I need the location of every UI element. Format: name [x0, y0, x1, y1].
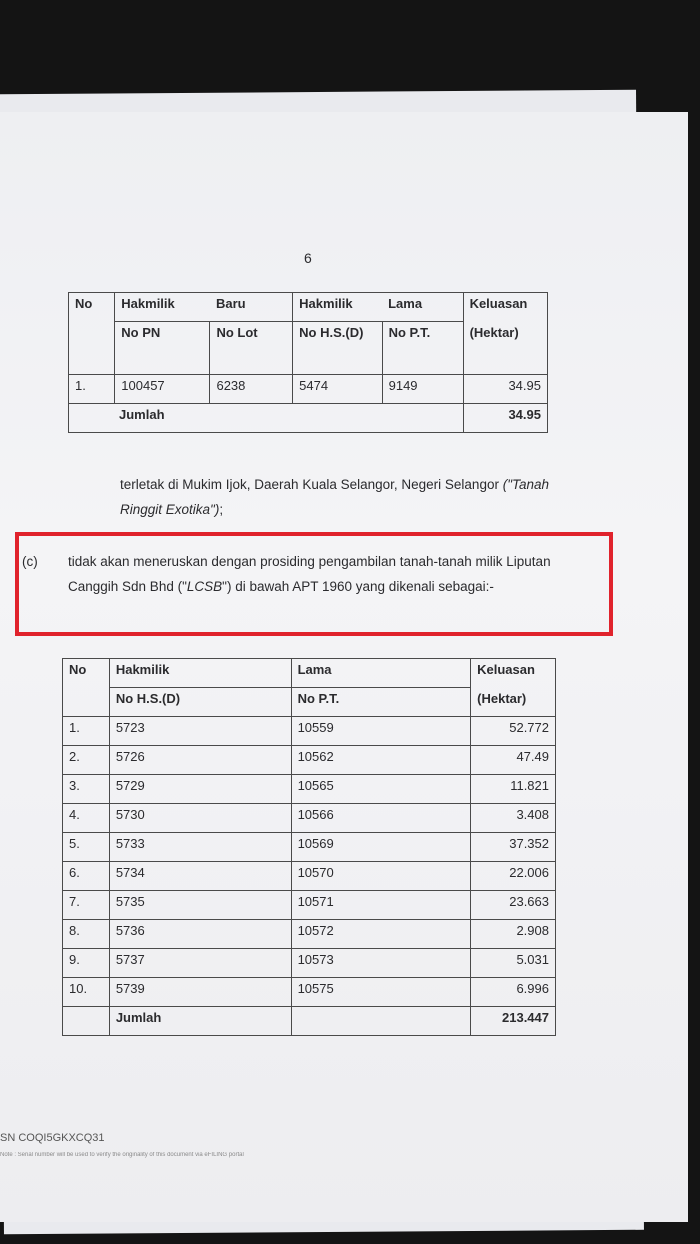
- total-label: Jumlah: [69, 404, 464, 433]
- header-no-lot: No Lot: [210, 322, 293, 375]
- cell-no: 5.: [63, 833, 110, 862]
- header-no-pn: No PN: [115, 322, 210, 375]
- cell-no-hsd: 5739: [109, 978, 291, 1007]
- cell-no-hsd: 5726: [109, 746, 291, 775]
- clause-text-end: ") di bawah APT 1960 yang dikenali sebagai:-: [222, 579, 494, 594]
- header-no-pt: No P.T.: [291, 688, 471, 717]
- document-page: [0, 112, 688, 1222]
- cell-no-pt: 10572: [291, 920, 471, 949]
- location-italic-text: ("Tanah Ringgit Exotika"): [120, 477, 550, 517]
- cell-no-hsd: 5723: [109, 717, 291, 746]
- table-total-row: [63, 1007, 556, 1036]
- cell-no: 1.: [69, 375, 115, 404]
- cell-no-pt: 10571: [291, 891, 471, 920]
- header-keluasan: Keluasan: [463, 293, 547, 322]
- cell-keluasan: 2.908: [471, 920, 556, 949]
- cell-keluasan: 22.006: [471, 862, 556, 891]
- page-number: 6: [304, 250, 312, 266]
- cell-no-hsd: 5729: [109, 775, 291, 804]
- cell-no-pt: 10569: [291, 833, 471, 862]
- land-title-table-1: [68, 292, 548, 433]
- header-keluasan: Keluasan: [471, 659, 556, 688]
- header-no: No: [69, 293, 115, 322]
- cell-no-hsd: 5734: [109, 862, 291, 891]
- header-hektar: (Hektar): [471, 688, 556, 717]
- cell-no-pt: 10562: [291, 746, 471, 775]
- table-row: [63, 717, 556, 746]
- header-no-pt: No P.T.: [382, 322, 463, 375]
- cell-no-pt: 10565: [291, 775, 471, 804]
- highlight-box: [15, 532, 613, 636]
- clause-text-start: tidak akan meneruskan dengan prosiding pengambilan tanah-tanah milik Liputan Canggih Sdn Bhd (": [68, 554, 551, 594]
- cell-no: 10.: [63, 978, 110, 1007]
- table-row: [63, 949, 556, 978]
- land-title-table-2: [62, 658, 556, 1036]
- serial-number: SN COQI5GKXCQ31: [0, 1132, 105, 1144]
- cell-no: 7.: [63, 891, 110, 920]
- cell-no-pt: 10573: [291, 949, 471, 978]
- table-row: [63, 862, 556, 891]
- cell-no: 3.: [63, 775, 110, 804]
- table-subheader-row: [63, 688, 556, 717]
- location-text: terletak di Mukim Ijok, Daerah Kuala Selangor, Negeri Selangor: [120, 477, 503, 492]
- header-hakmilik-lama: Hakmilik: [293, 293, 382, 322]
- cell-no-hsd: 5730: [109, 804, 291, 833]
- table-header-row: [63, 659, 556, 688]
- table-total-row: [69, 404, 548, 433]
- total-label: Jumlah: [109, 1007, 291, 1036]
- cell-keluasan: 23.663: [471, 891, 556, 920]
- header-no-hsd: No H.S.(D): [109, 688, 291, 717]
- cell-no-hsd: 5736: [109, 920, 291, 949]
- cell-keluasan: 34.95: [463, 375, 547, 404]
- cell-keluasan: 6.996: [471, 978, 556, 1007]
- header-baru: Baru: [210, 293, 293, 322]
- cell-no: 4.: [63, 804, 110, 833]
- table-header-row: [69, 293, 548, 322]
- table-row: [63, 746, 556, 775]
- table-row: [63, 978, 556, 1007]
- header-hektar: (Hektar): [463, 322, 547, 375]
- table-row: [69, 375, 548, 404]
- cell-no: 9.: [63, 949, 110, 978]
- cell-no-pt: 10575: [291, 978, 471, 1007]
- cell-no-pn: 100457: [115, 375, 210, 404]
- header-lama: Lama: [382, 293, 463, 322]
- serial-footnote: Note : Serial number will be used to verify the originality of this document via eFILING portal: [0, 1152, 244, 1158]
- total-value: 213.447: [471, 1007, 556, 1036]
- table-row: [63, 920, 556, 949]
- clause-italic-text: LCSB: [186, 579, 223, 594]
- subheader-blank: [63, 688, 110, 717]
- header-no: No: [63, 659, 110, 688]
- total-blank: [63, 1007, 110, 1036]
- cell-no-hsd: 5737: [109, 949, 291, 978]
- header-hakmilik: Hakmilik: [109, 659, 291, 688]
- table-subheader-row: [69, 322, 548, 375]
- location-paragraph: [120, 472, 590, 522]
- header-lama: Lama: [291, 659, 471, 688]
- cell-no-lot: 6238: [210, 375, 293, 404]
- table-row: [63, 833, 556, 862]
- subheader-blank: [69, 322, 115, 375]
- total-value: 34.95: [463, 404, 547, 433]
- cell-keluasan: 37.352: [471, 833, 556, 862]
- cell-no: 8.: [63, 920, 110, 949]
- table-row: [63, 775, 556, 804]
- cell-no-pt: 10559: [291, 717, 471, 746]
- location-end: ;: [219, 502, 224, 517]
- cell-no-hsd: 5733: [109, 833, 291, 862]
- cell-keluasan: 11.821: [471, 775, 556, 804]
- header-no-hsd: No H.S.(D): [293, 322, 382, 375]
- cell-keluasan: 3.408: [471, 804, 556, 833]
- header-hakmilik: Hakmilik: [115, 293, 210, 322]
- cell-keluasan: 47.49: [471, 746, 556, 775]
- clause-label: (c): [22, 554, 38, 569]
- cell-no: 1.: [63, 717, 110, 746]
- cell-no-hsd: 5735: [109, 891, 291, 920]
- cell-no: 6.: [63, 862, 110, 891]
- cell-no-pt: 10566: [291, 804, 471, 833]
- cell-keluasan: 5.031: [471, 949, 556, 978]
- table-row: [63, 891, 556, 920]
- total-blank-2: [291, 1007, 471, 1036]
- cell-no-pt: 9149: [382, 375, 463, 404]
- cell-no: 2.: [63, 746, 110, 775]
- cell-no-pt: 10570: [291, 862, 471, 891]
- cell-keluasan: 52.772: [471, 717, 556, 746]
- cell-no-hsd: 5474: [293, 375, 382, 404]
- table-row: [63, 804, 556, 833]
